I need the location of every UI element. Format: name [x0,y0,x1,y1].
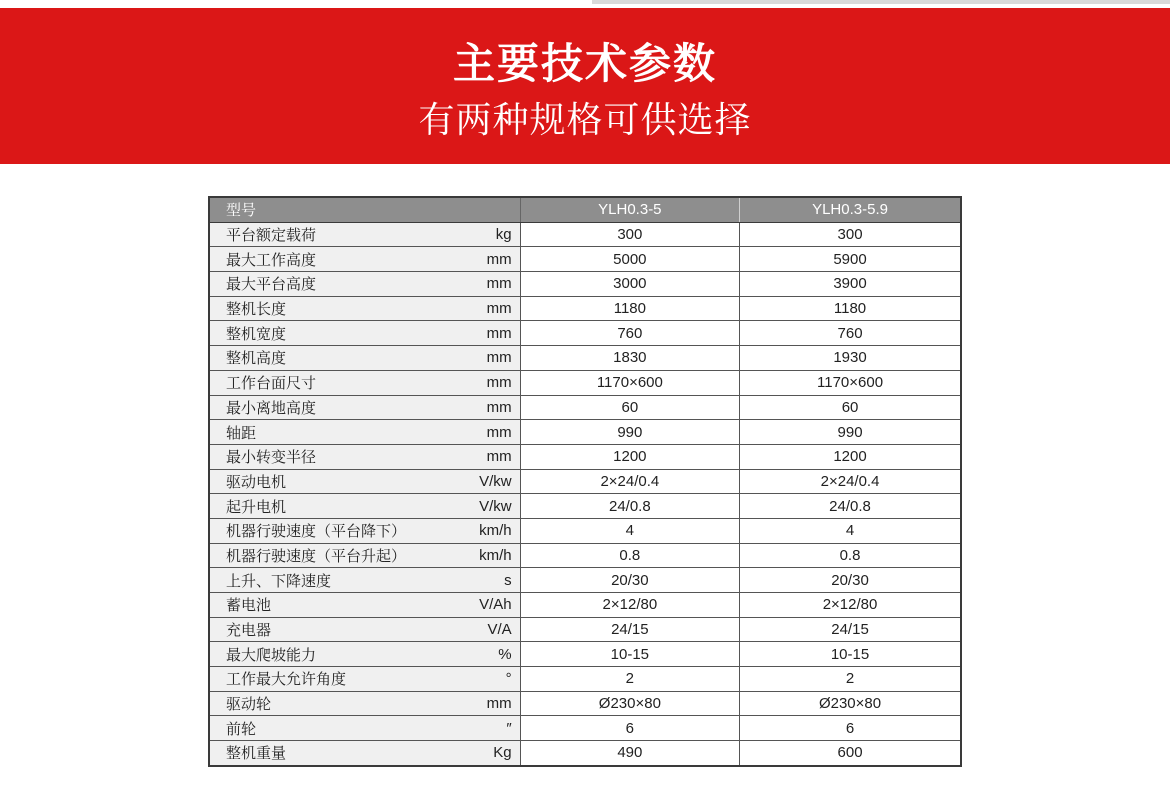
unit-cell: km/h [438,543,520,568]
param-cell: 整机宽度 [209,321,438,346]
unit-cell: V/kw [438,494,520,519]
value-cell-model-a: 6 [520,716,739,741]
value-cell-model-b: 20/30 [740,568,961,593]
param-cell: 工作台面尺寸 [209,370,438,395]
value-cell-model-b: 5900 [740,247,961,272]
table-row [209,296,961,321]
unit-cell: V/Ah [438,593,520,618]
header-model-a: YLH0.3-5 [520,197,739,222]
unit-cell: s [438,568,520,593]
unit-cell: ″ [438,716,520,741]
param-cell: 整机长度 [209,296,438,321]
param-cell: 最小离地高度 [209,395,438,420]
unit-cell: mm [438,272,520,297]
table-row [209,716,961,741]
value-cell-model-a: 60 [520,395,739,420]
table-row [209,568,961,593]
value-cell-model-b: Ø230×80 [740,691,961,716]
value-cell-model-a: Ø230×80 [520,691,739,716]
value-cell-model-a: 10-15 [520,642,739,667]
table-row [209,469,961,494]
unit-cell: mm [438,370,520,395]
unit-cell: mm [438,321,520,346]
value-cell-model-a: 1200 [520,444,739,469]
header-model-b: YLH0.3-5.9 [740,197,961,222]
spec-table [208,196,962,767]
unit-cell: mm [438,691,520,716]
table-row [209,272,961,297]
param-cell: 充电器 [209,617,438,642]
table-row [209,518,961,543]
value-cell-model-b: 1200 [740,444,961,469]
banner-title: 主要技术参数 [452,39,717,88]
param-cell: 平台额定载荷 [209,222,438,247]
top-divider [592,0,1170,4]
unit-cell: Kg [438,741,520,766]
unit-cell: V/kw [438,469,520,494]
value-cell-model-b: 4 [740,518,961,543]
table-row [209,247,961,272]
unit-cell: ° [438,667,520,692]
param-cell: 机器行驶速度（平台升起） [209,543,438,568]
table-row [209,420,961,445]
value-cell-model-a: 1180 [520,296,739,321]
value-cell-model-a: 2×24/0.4 [520,469,739,494]
param-cell: 机器行驶速度（平台降下） [209,518,438,543]
banner-subtitle: 有两种规格可供选择 [418,100,752,141]
unit-cell: mm [438,444,520,469]
table-row [209,667,961,692]
unit-cell: mm [438,420,520,445]
value-cell-model-a: 990 [520,420,739,445]
param-cell: 工作最大允许角度 [209,667,438,692]
table-row [209,395,961,420]
value-cell-model-a: 5000 [520,247,739,272]
value-cell-model-b: 2 [740,667,961,692]
table-row [209,741,961,766]
unit-cell: mm [438,247,520,272]
value-cell-model-a: 1170×600 [520,370,739,395]
value-cell-model-b: 60 [740,395,961,420]
unit-cell: mm [438,296,520,321]
unit-cell: km/h [438,518,520,543]
value-cell-model-b: 3900 [740,272,961,297]
value-cell-model-b: 1170×600 [740,370,961,395]
table-row [209,346,961,371]
value-cell-model-a: 2 [520,667,739,692]
table-row [209,370,961,395]
value-cell-model-b: 300 [740,222,961,247]
value-cell-model-b: 2×24/0.4 [740,469,961,494]
value-cell-model-a: 300 [520,222,739,247]
value-cell-model-a: 3000 [520,272,739,297]
param-cell: 整机高度 [209,346,438,371]
value-cell-model-a: 2×12/80 [520,593,739,618]
param-cell: 前轮 [209,716,438,741]
value-cell-model-a: 24/15 [520,617,739,642]
value-cell-model-a: 1830 [520,346,739,371]
param-cell: 驱动轮 [209,691,438,716]
value-cell-model-b: 6 [740,716,961,741]
value-cell-model-b: 1930 [740,346,961,371]
table-row [209,494,961,519]
table-row [209,593,961,618]
table-row [209,321,961,346]
value-cell-model-b: 24/0.8 [740,494,961,519]
table-row [209,222,961,247]
table-row [209,642,961,667]
param-cell: 最小转变半径 [209,444,438,469]
value-cell-model-b: 24/15 [740,617,961,642]
unit-cell: % [438,642,520,667]
table-row [209,543,961,568]
value-cell-model-b: 2×12/80 [740,593,961,618]
param-cell: 上升、下降速度 [209,568,438,593]
table-row [209,691,961,716]
value-cell-model-a: 0.8 [520,543,739,568]
value-cell-model-a: 490 [520,741,739,766]
param-cell: 最大爬坡能力 [209,642,438,667]
value-cell-model-b: 760 [740,321,961,346]
param-cell: 最大平台高度 [209,272,438,297]
param-cell: 整机重量 [209,741,438,766]
param-cell: 最大工作高度 [209,247,438,272]
header-banner [0,8,1170,164]
table-header-row [209,197,961,222]
param-cell: 驱动电机 [209,469,438,494]
value-cell-model-b: 0.8 [740,543,961,568]
table-row [209,617,961,642]
unit-cell: mm [438,395,520,420]
value-cell-model-a: 760 [520,321,739,346]
param-cell: 蓄电池 [209,593,438,618]
table-row [209,444,961,469]
value-cell-model-a: 20/30 [520,568,739,593]
value-cell-model-b: 1180 [740,296,961,321]
param-cell: 起升电机 [209,494,438,519]
value-cell-model-a: 24/0.8 [520,494,739,519]
unit-cell: mm [438,346,520,371]
value-cell-model-b: 600 [740,741,961,766]
value-cell-model-b: 10-15 [740,642,961,667]
value-cell-model-a: 4 [520,518,739,543]
param-cell: 轴距 [209,420,438,445]
unit-cell: V/A [438,617,520,642]
header-model-label: 型号 [209,197,520,222]
value-cell-model-b: 990 [740,420,961,445]
unit-cell: kg [438,222,520,247]
